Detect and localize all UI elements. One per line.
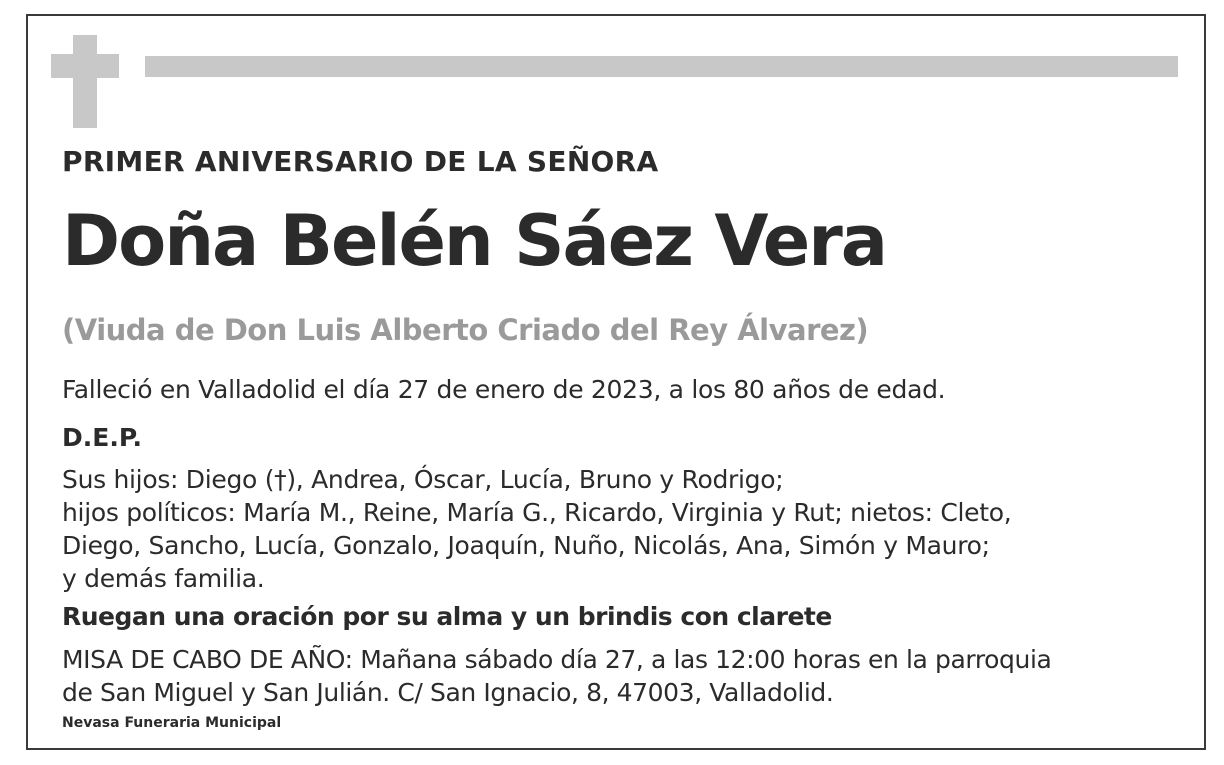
family-list (62, 463, 1011, 595)
header-divider-bar (145, 56, 1178, 77)
deceased-name: Doña Belén Sáez Vera (62, 200, 886, 282)
death-notice: Falleció en Valladolid el día 27 de enero de 2023, a los 80 años de edad. (62, 375, 946, 404)
prayer-request: Ruegan una oración por su alma y un brindis con clarete (62, 602, 832, 631)
mass-line: de San Miguel y San Julián. C/ San Ignacio, 8, 47003, Valladolid. (62, 678, 834, 707)
anniversary-heading: PRIMER ANIVERSARIO DE LA SEÑORA (62, 145, 659, 178)
mass-line: MISA DE CABO DE AÑO: Mañana sábado día 27, a las 12:00 horas en la parroquia (62, 645, 1052, 674)
cross-vertical-bar (73, 35, 97, 128)
cross-horizontal-bar (51, 54, 119, 78)
family-line: Diego, Sancho, Lucía, Gonzalo, Joaquín, Nuño, Nicolás, Ana, Simón y Mauro; (62, 531, 990, 560)
family-line: hijos políticos: María M., Reine, María G., Ricardo, Virginia y Rut; nietos: Cleto, (62, 498, 1012, 527)
family-line: Sus hijos: Diego (†), Andrea, Óscar, Lucía, Bruno y Rodrigo; (62, 465, 784, 494)
mass-details (62, 643, 1051, 709)
widow-subtitle: (Viuda de Don Luis Alberto Criado del Rey Álvarez) (62, 313, 869, 347)
funeral-home-credit: Nevasa Funeraria Municipal (62, 715, 282, 731)
family-line: y demás familia. (62, 564, 265, 593)
dep-label: D.E.P. (62, 423, 143, 452)
